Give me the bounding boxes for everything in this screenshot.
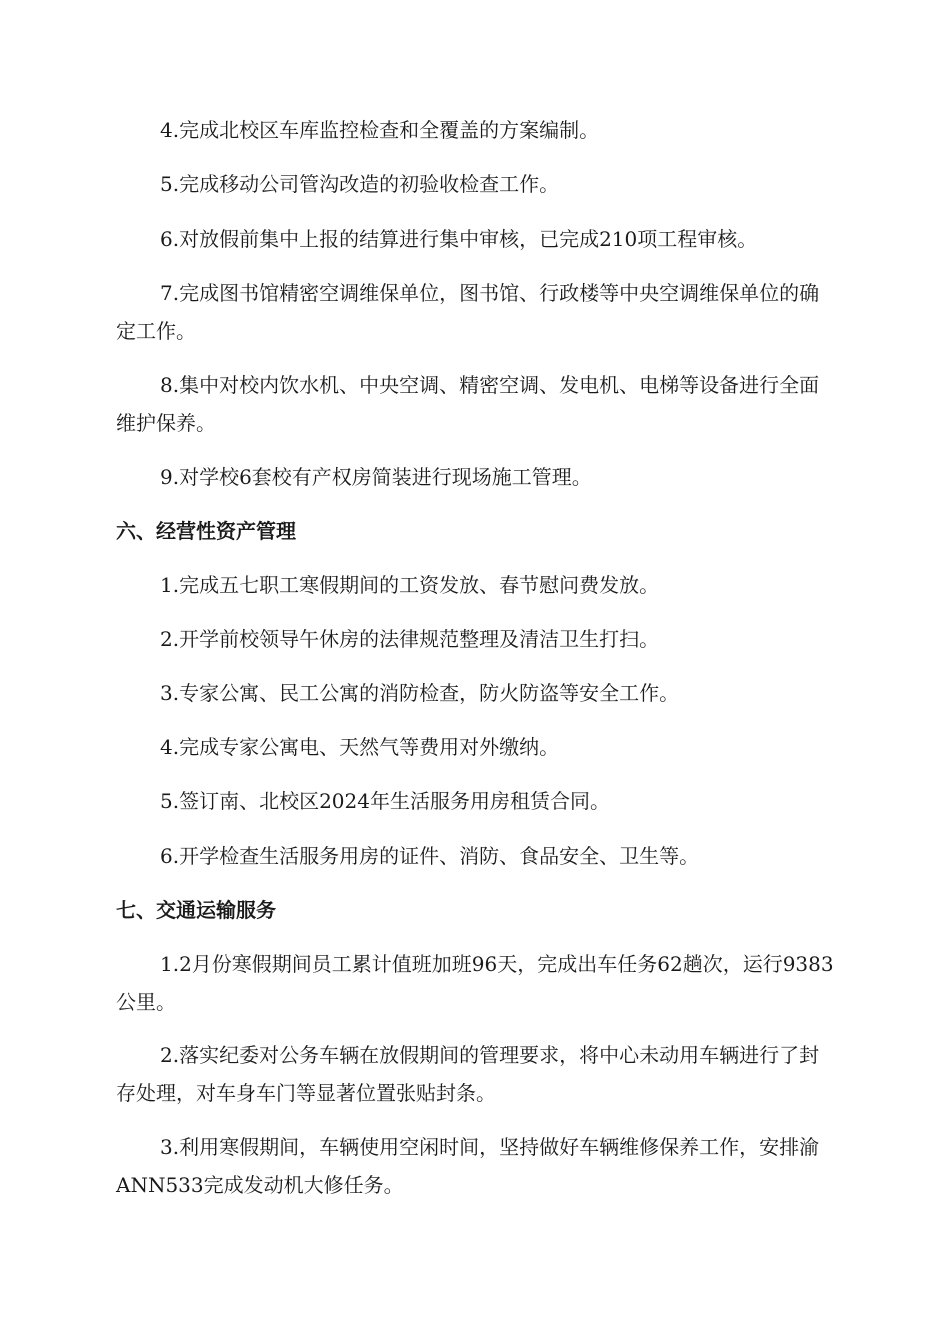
list-item: 3.专家公寓、民工公寓的消防检查，防火防盗等安全工作。 [160, 681, 680, 705]
list-item: 6.对放假前集中上报的结算进行集中审核，已完成210项工程审核。 [160, 227, 758, 251]
list-item: 1.完成五七职工寒假期间的工资发放、春节慰问费发放。 [160, 573, 660, 597]
list-item: 5.完成移动公司管沟改造的初验收检查工作。 [160, 172, 560, 196]
list-item: 3.利用寒假期间，车辆使用空闲时间，坚持做好车辆维修保养工作，安排渝ANN533完成发动机大修任务。 [116, 1135, 820, 1197]
section-heading: 六、经营性资产管理 [116, 519, 296, 543]
list-item: 1.2月份寒假期间员工累计值班加班96天，完成出车任务62趟次，运行9383公里。 [116, 952, 834, 1014]
list-item: 7.完成图书馆精密空调维保单位，图书馆、行政楼等中央空调维保单位的确定工作。 [116, 281, 820, 343]
list-item: 4.完成北校区车库监控检查和全覆盖的方案编制。 [160, 118, 600, 142]
list-item: 4.完成专家公寓电、天然气等费用对外缴纳。 [160, 735, 560, 759]
list-item: 8.集中对校内饮水机、中央空调、精密空调、发电机、电梯等设备进行全面维护保养。 [116, 373, 820, 435]
list-item: 9.对学校6套校有产权房简装进行现场施工管理。 [160, 465, 592, 489]
list-item: 2.开学前校领导午休房的法律规范整理及清洁卫生打扫。 [160, 627, 660, 651]
list-item: 5.签订南、北校区2024年生活服务用房租赁合同。 [160, 789, 610, 813]
list-item: 6.开学检查生活服务用房的证件、消防、食品安全、卫生等。 [160, 844, 700, 868]
section-heading: 七、交通运输服务 [116, 898, 276, 922]
list-item: 2.落实纪委对公务车辆在放假期间的管理要求，将中心未动用车辆进行了封存处理，对车身车门等显著位置张贴封条。 [116, 1043, 820, 1105]
